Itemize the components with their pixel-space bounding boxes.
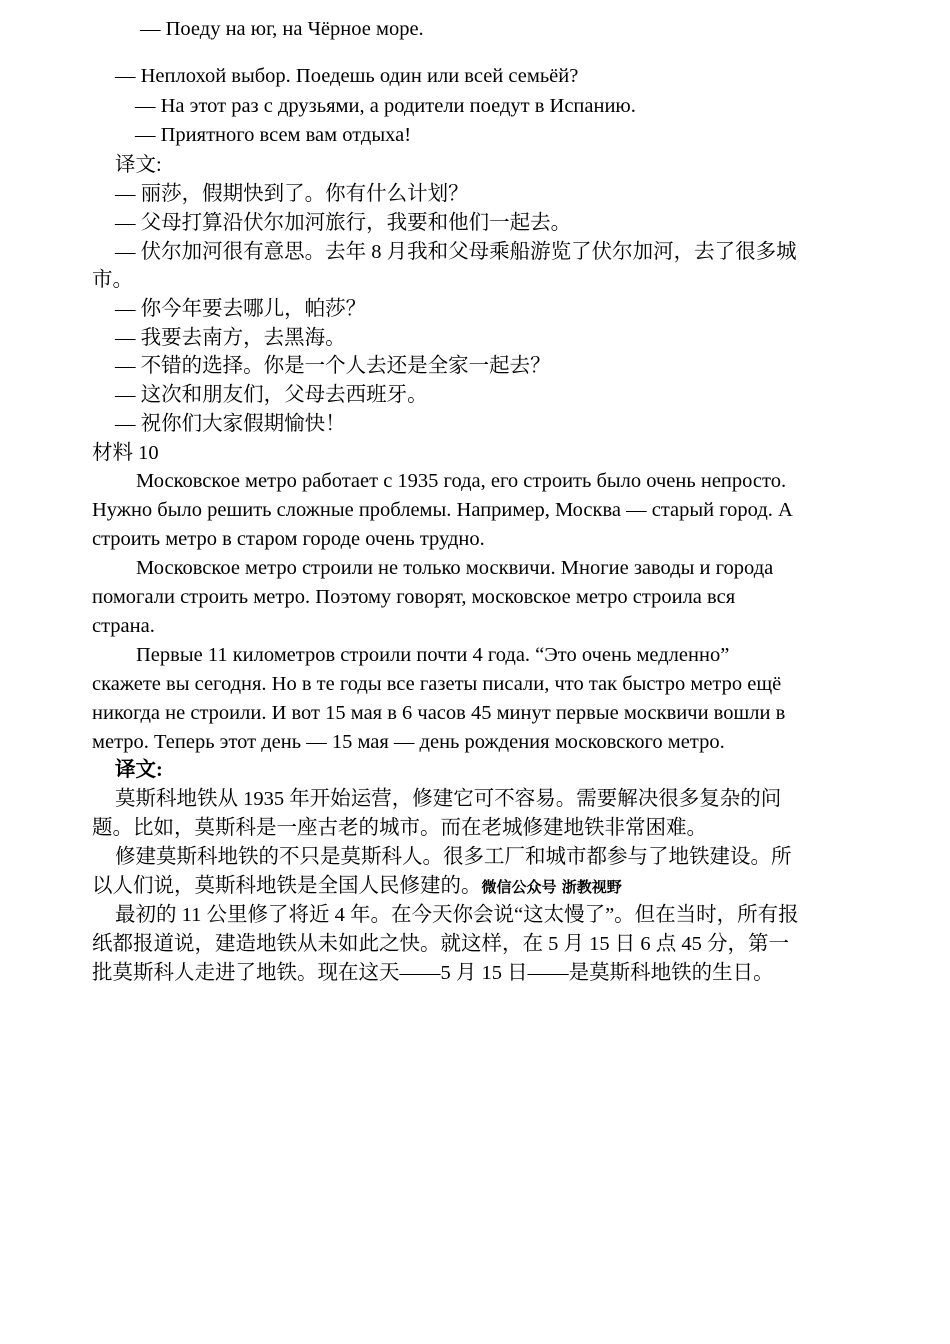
cn-dialogue-line: — 这次和朋友们，父母去西班牙。	[115, 384, 428, 406]
cn-dialogue-line: — 祝你们大家假期愉快！	[115, 413, 346, 435]
ru-text-line: помогали строить метро. Поэтому говорят, московское метро строила вся	[92, 586, 736, 608]
cn-text-line: 以人们说，莫斯科地铁是全国人民修建的。微信公众号 浙教视野	[92, 875, 622, 897]
cn-dialogue-line: — 伏尔加河很有意思。去年 8 月我和父母乘船游览了伏尔加河，去了很多城	[115, 241, 797, 263]
cn-text-line: 最初的 11 公里修了将近 4 年。在今天你会说“这太慢了”。但在当时，所有报	[115, 904, 799, 926]
ru-text-line: Нужно было решить сложные проблемы. Например, Москва — старый город. А	[92, 499, 793, 521]
watermark: 微信公众号 浙教视野	[481, 878, 622, 896]
ru-text-line: Московское метро строили не только москвичи. Многие заводы и города	[136, 557, 774, 579]
translation-label: 译文:	[115, 154, 162, 176]
cn-dialogue-line: — 我要去南方，去黑海。	[115, 327, 346, 349]
cn-dialogue-line: — 不错的选择。你是一个人去还是全家一起去？	[115, 355, 551, 377]
cut-off-dialogue-line: — Поеду на юг, на Чёрное море.	[140, 18, 424, 40]
cn-dialogue-line: — 你今年要去哪儿，帕莎？	[115, 298, 367, 320]
ru-dialogue-line: — На этот раз с друзьями, а родители поедут в Испанию.	[135, 95, 636, 117]
cn-dialogue-line: 市。	[92, 269, 133, 291]
ru-text-line: никогда не строили. И вот 15 мая в 6 часов 45 минут первые москвичи вошли в	[92, 702, 786, 724]
translation-label: 译文:	[115, 759, 163, 781]
ru-dialogue-line: — Приятного всем вам отдыха!	[135, 124, 412, 146]
ru-text-line: страна.	[92, 615, 155, 637]
ru-text-line: Первые 11 километров строили почти 4 года. “Это очень медленно”	[136, 644, 730, 666]
cn-dialogue-line: — 丽莎，假期快到了。你有什么计划？	[115, 183, 469, 205]
ru-text-line: скажете вы сегодня. Но в те годы все газеты писали, что так быстро метро ещё	[92, 673, 782, 695]
ru-dialogue-line: — Неплохой выбор. Поедешь один или всей семьёй?	[115, 65, 579, 87]
cn-dialogue-line: — 父母打算沿伏尔加河旅行，我要和他们一起去。	[115, 212, 572, 234]
ru-text-line: Московское метро работает с 1935 года, его строить было очень непросто.	[136, 470, 787, 492]
ru-text-line: метро. Теперь этот день — 15 мая — день рождения московского метро.	[92, 731, 725, 753]
cn-text-line: 修建莫斯科地铁的不只是莫斯科人。很多工厂和城市都参与了地铁建设。所	[115, 846, 792, 868]
cn-text-line: 莫斯科地铁从 1935 年开始运营，修建它可不容易。需要解决很多复杂的问	[115, 788, 782, 810]
cn-text-line: 纸都报道说，建造地铁从未如此之快。就这样，在 5 月 15 日 6 点 45 分，第一	[92, 933, 789, 955]
cn-text-line: 批莫斯科人走进了地铁。现在这天——5 月 15 日——是莫斯科地铁的生日。	[92, 962, 774, 984]
material-heading: 材料 10	[92, 442, 159, 464]
ru-text-line: строить метро в старом городе очень трудно.	[92, 528, 485, 550]
cn-text-line: 题。比如，莫斯科是一座古老的城市。而在老城修建地铁非常困难。	[92, 817, 707, 839]
